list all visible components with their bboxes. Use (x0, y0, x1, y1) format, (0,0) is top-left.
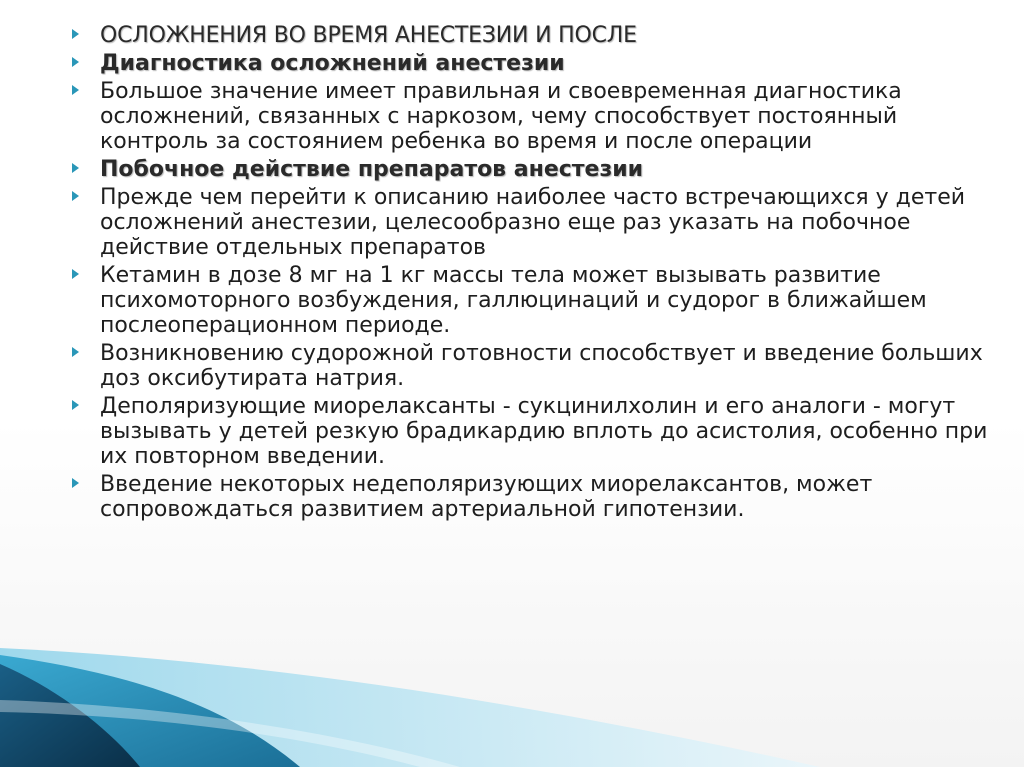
bullet-item (72, 79, 992, 154)
bullet-item (72, 394, 992, 469)
bullet-arrow-icon (72, 347, 79, 357)
bullet-arrow-icon (72, 400, 79, 410)
bullet-item (72, 472, 992, 522)
bullet-arrow-icon (72, 85, 79, 95)
item-text: Побочное действие препаратов анестезии (100, 157, 644, 182)
bullet-item (72, 263, 992, 338)
subheading (72, 157, 992, 182)
item-text: Возникновению судорожной готовности способствует и введение больших доз оксибутирата натрия. (100, 341, 983, 391)
bullet-list (72, 23, 992, 525)
bullet-arrow-icon (72, 163, 79, 173)
item-text: Кетамин в дозе 8 мг на 1 кг массы тела может вызывать развитие психомоторного возбуждения, галлюцинаций и судорог в ближайшем послеоперационном периоде. (100, 263, 927, 338)
item-text: Большое значение имеет правильная и своевременная диагностика осложнений, связанных с наркозом, чему способствует постоянный контроль за состоянием ребенка во время и после операции (100, 79, 902, 154)
bullet-arrow-icon (72, 57, 79, 67)
bullet-arrow-icon (72, 478, 79, 488)
bullet-item (72, 185, 992, 260)
item-text: Деполяризующие миорелаксанты - сукцинилхолин и его аналоги - могут вызывать у детей резкую брадикардию вплоть до асистолия, особенно при их повторном введении. (100, 394, 988, 469)
item-text: Прежде чем перейти к описанию наиболее часто встречающихся у детей осложнений анестезии, целесообразно еще раз указать на побочное действие отдельных препаратов (100, 185, 966, 260)
subheading (72, 51, 992, 76)
bullet-arrow-icon (72, 29, 79, 39)
item-text: Введение некоторых недеполяризующих миорелаксантов, может сопровождаться развитием артериальной гипотензии. (100, 472, 873, 522)
slide-title (72, 23, 992, 48)
bullet-arrow-icon (72, 191, 79, 201)
item-text: Диагностика осложнений анестезии (100, 51, 565, 76)
bullet-item (72, 341, 992, 391)
bullet-arrow-icon (72, 269, 79, 279)
item-text: ОСЛОЖНЕНИЯ ВО ВРЕМЯ АНЕСТЕЗИИ И ПОСЛЕ (100, 23, 637, 48)
